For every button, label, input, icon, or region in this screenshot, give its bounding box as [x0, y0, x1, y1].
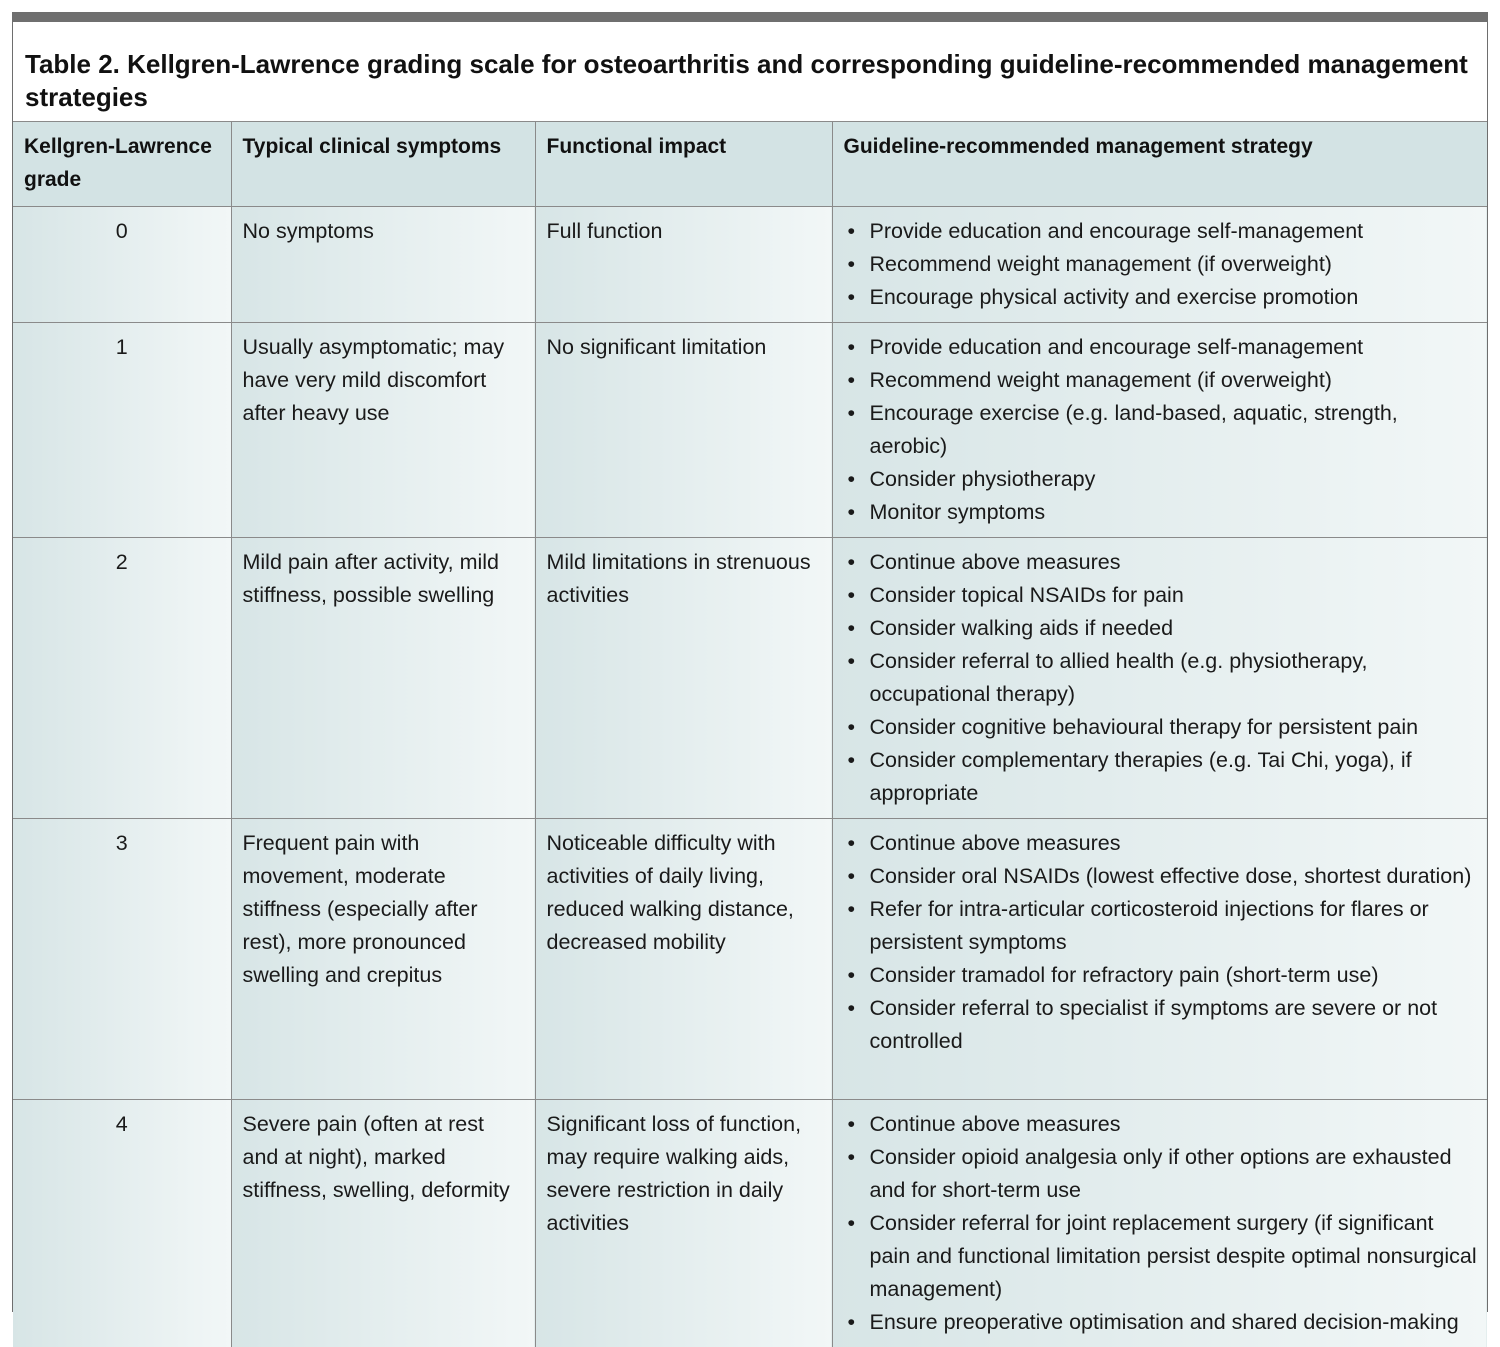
- strategy-list: [844, 1108, 1478, 1339]
- header-row: [13, 122, 1487, 206]
- grade-cell: 4: [13, 1099, 231, 1347]
- grading-table: [13, 122, 1487, 1347]
- strategy-list: [844, 827, 1478, 1058]
- symptoms-cell: Mild pain after activity, mild stiffness, possible swelling: [231, 537, 535, 818]
- strategy-item: • Monitor symptoms: [844, 496, 1478, 529]
- symptoms-cell: No symptoms: [231, 206, 535, 322]
- strategy-item: • Encourage exercise (e.g. land-based, aquatic, strength, aerobic): [844, 397, 1478, 463]
- table-frame: [12, 12, 1488, 1334]
- strategy-cell: [832, 537, 1487, 818]
- strategy-item: • Refer for intra-articular corticosteroid injections for flares or persistent symptoms: [844, 893, 1478, 959]
- impact-cell: Full function: [535, 206, 832, 322]
- grade-cell: 3: [13, 818, 231, 1099]
- strategy-item: • Consider tramadol for refractory pain (short-term use): [844, 959, 1478, 992]
- strategy-item: • Consider cognitive behavioural therapy for persistent pain: [844, 711, 1478, 744]
- strategy-cell: [832, 322, 1487, 537]
- strategy-item: • Consider walking aids if needed: [844, 612, 1478, 645]
- header-strategy: Guideline-recommended management strategy: [832, 122, 1487, 206]
- impact-cell: Mild limitations in strenuous activities: [535, 537, 832, 818]
- title-rule: [13, 13, 1487, 22]
- header-grade: Kellgren-Lawrence grade: [13, 122, 231, 206]
- symptoms-cell: Usually asymptomatic; may have very mild discomfort after heavy use: [231, 322, 535, 537]
- strategy-item: • Consider opioid analgesia only if other options are exhausted and for short-term use: [844, 1141, 1478, 1207]
- impact-cell: Significant loss of function, may require walking aids, severe restriction in daily activities: [535, 1099, 832, 1347]
- grade-cell: 0: [13, 206, 231, 322]
- strategy-item: • Recommend weight management (if overweight): [844, 248, 1478, 281]
- strategy-item: • Consider topical NSAIDs for pain: [844, 579, 1478, 612]
- strategy-item: • Encourage physical activity and exercise promotion: [844, 281, 1478, 314]
- impact-cell: Noticeable difficulty with activities of daily living, reduced walking distance, decreased mobility: [535, 818, 832, 1099]
- strategy-cell: [832, 1099, 1487, 1347]
- strategy-item: • Recommend weight management (if overweight): [844, 364, 1478, 397]
- strategy-item: • Provide education and encourage self-management: [844, 215, 1478, 248]
- strategy-cell: [832, 818, 1487, 1099]
- strategy-item: • Continue above measures: [844, 1108, 1478, 1141]
- strategy-cell: [832, 206, 1487, 322]
- table-row: [13, 537, 1487, 818]
- strategy-item: • Consider referral to allied health (e.g. physiotherapy, occupational therapy): [844, 645, 1478, 711]
- strategy-item: • Consider referral to specialist if symptoms are severe or not controlled: [844, 992, 1478, 1058]
- grade-cell: 2: [13, 537, 231, 818]
- table-row: [13, 818, 1487, 1099]
- strategy-item: • Continue above measures: [844, 827, 1478, 860]
- header-impact: Functional impact: [535, 122, 832, 206]
- strategy-item: • Consider oral NSAIDs (lowest effective dose, shortest duration): [844, 860, 1478, 893]
- strategy-list: [844, 331, 1478, 529]
- strategy-item: • Continue above measures: [844, 546, 1478, 579]
- strategy-item: • Consider physiotherapy: [844, 463, 1478, 496]
- header-symptoms: Typical clinical symptoms: [231, 122, 535, 206]
- table-row: [13, 206, 1487, 322]
- strategy-list: [844, 215, 1478, 314]
- symptoms-cell: Frequent pain with movement, moderate stiffness (especially after rest), more pronounced swelling and crepitus: [231, 818, 535, 1099]
- table-title: Table 2. Kellgren-Lawrence grading scale for osteoarthritis and corresponding guideline-recommended management strategies: [13, 22, 1487, 122]
- table-row: [13, 1099, 1487, 1347]
- symptoms-cell: Severe pain (often at rest and at night), marked stiffness, swelling, deformity: [231, 1099, 535, 1347]
- table-row: [13, 322, 1487, 537]
- strategy-list: [844, 546, 1478, 810]
- grade-cell: 1: [13, 322, 231, 537]
- strategy-item: • Ensure preoperative optimisation and shared decision-making: [844, 1306, 1478, 1339]
- strategy-item: • Consider complementary therapies (e.g. Tai Chi, yoga), if appropriate: [844, 744, 1478, 810]
- impact-cell: No significant limitation: [535, 322, 832, 537]
- strategy-item: • Provide education and encourage self-management: [844, 331, 1478, 364]
- strategy-item: • Consider referral for joint replacement surgery (if significant pain and functional limitation persist despite optimal nonsurgical management): [844, 1207, 1478, 1306]
